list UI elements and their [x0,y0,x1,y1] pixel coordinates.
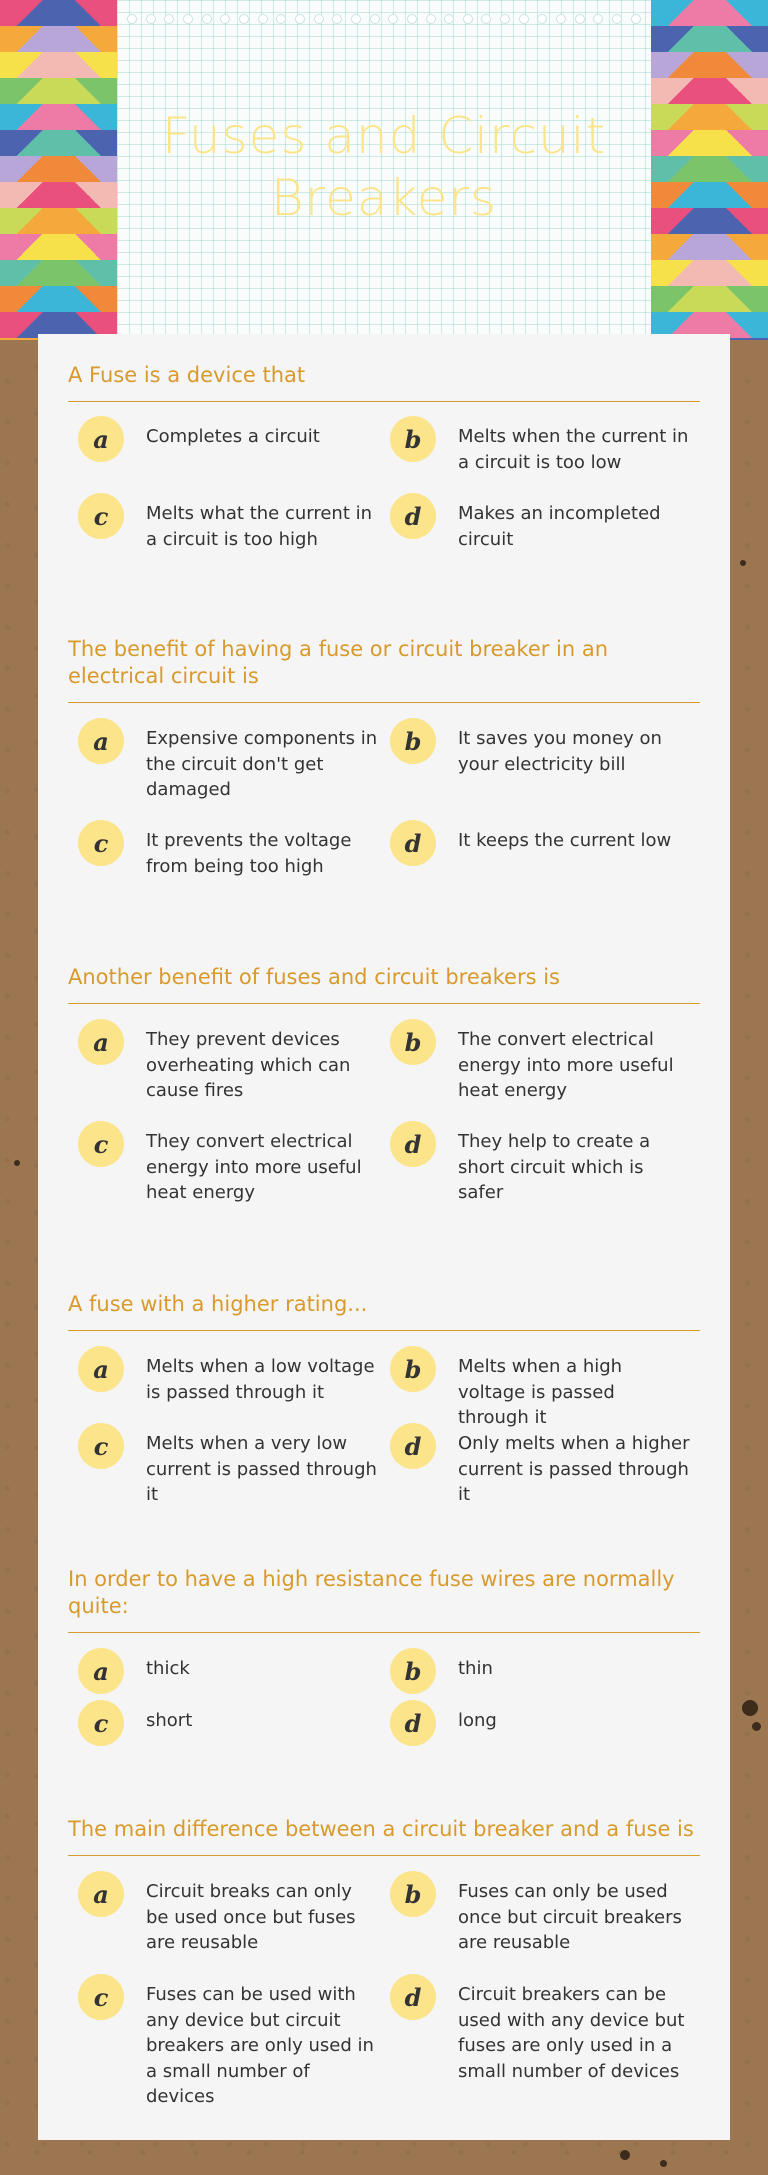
question-3 [68,964,700,1004]
option-letter-badge: a [78,1019,124,1065]
question-2 [68,636,700,703]
option-letter-badge: c [78,1423,124,1469]
option-d[interactable] [380,1121,690,1206]
option-text: short [146,1710,193,1731]
notebook-holes [127,14,641,26]
option-letter-badge: b [390,1871,436,1917]
option-text: Melts when the current in a circuit is too low [458,426,689,473]
option-text: thin [458,1658,493,1679]
option-letter-badge: d [390,1700,436,1746]
option-letter-badge: d [390,820,436,866]
option-c[interactable] [68,493,378,552]
question-4 [68,1291,700,1331]
option-text: long [458,1710,497,1731]
option-text: It prevents the voltage from being too high [146,830,352,877]
question-text: The main difference between a circuit breaker and a fuse is [68,1816,700,1856]
paint-spot [752,1722,761,1731]
option-letter-badge: d [390,1121,436,1167]
option-text: Melts what the current in a circuit is too high [146,503,373,550]
question-text: A fuse with a higher rating... [68,1291,700,1331]
option-b[interactable] [380,1648,690,1694]
option-letter-badge: d [390,493,436,539]
question-text: In order to have a high resistance fuse wires are normally quite: [68,1566,700,1633]
option-letter-badge: d [390,1423,436,1469]
option-text: Fuses can be used with any device but circuit breakers are only used in a small number of devices [146,1984,374,2107]
paint-spot [14,1160,20,1166]
option-a[interactable] [68,1871,378,1956]
option-text: Completes a circuit [146,426,320,447]
option-text: It saves you money on your electricity bill [458,728,662,775]
option-b[interactable] [380,416,690,475]
paint-spot [742,1700,758,1716]
option-text: They prevent devices overheating which can cause fires [146,1029,351,1101]
option-text: Melts when a low voltage is passed through it [146,1356,375,1403]
option-d[interactable] [380,1423,690,1508]
option-text: It keeps the current low [458,830,672,851]
option-text: The convert electrical energy into more useful heat energy [458,1029,674,1101]
quiz-card [38,334,730,2140]
option-letter-badge: b [390,1019,436,1065]
option-letter-badge: a [78,1871,124,1917]
option-letter-badge: b [390,1648,436,1694]
option-letter-badge: b [390,718,436,764]
option-letter-badge: a [78,1648,124,1694]
paint-spot [620,2150,630,2160]
option-letter-badge: c [78,820,124,866]
question-5 [68,1566,700,1633]
option-text: Melts when a very low current is passed through it [146,1433,377,1505]
option-d[interactable] [380,1974,690,2084]
left-chevron-pattern [0,0,117,340]
option-a[interactable] [68,1346,378,1405]
option-a[interactable] [68,416,378,462]
question-text: Another benefit of fuses and circuit breakers is [68,964,700,1004]
option-text: Only melts when a higher current is passed through it [458,1433,690,1505]
option-letter-badge: d [390,1974,436,2020]
option-letter-badge: c [78,1974,124,2020]
option-b[interactable] [380,1019,690,1104]
option-c[interactable] [68,820,378,879]
option-letter-badge: a [78,416,124,462]
question-6 [68,1816,700,1856]
page-title: Fuses and Circuit Breakers [161,107,607,227]
option-text: Circuit breaks can only be used once but fuses are reusable [146,1881,356,1953]
option-text: Fuses can only be used once but circuit breakers are reusable [458,1881,682,1953]
option-c[interactable] [68,1700,378,1746]
option-text: Circuit breakers can be used with any device but fuses are only used in a small number of devices [458,1984,685,2082]
option-letter-badge: c [78,1121,124,1167]
option-letter-badge: b [390,416,436,462]
option-d[interactable] [380,820,690,866]
option-letter-badge: a [78,1346,124,1392]
option-letter-badge: c [78,1700,124,1746]
option-text: They help to create a short circuit which is safer [458,1131,651,1203]
option-a[interactable] [68,1648,378,1694]
option-text: thick [146,1658,190,1679]
question-text: The benefit of having a fuse or circuit breaker in an electrical circuit is [68,636,700,703]
option-b[interactable] [380,718,690,777]
option-text: Melts when a high voltage is passed through it [458,1356,623,1428]
option-b[interactable] [380,1871,690,1956]
option-letter-badge: b [390,1346,436,1392]
option-d[interactable] [380,1700,690,1746]
option-letter-badge: c [78,493,124,539]
option-c[interactable] [68,1121,378,1206]
paint-spot [740,560,746,566]
option-text: Makes an incompleted circuit [458,503,661,550]
option-letter-badge: a [78,718,124,764]
option-d[interactable] [380,493,690,552]
header-banner [0,0,768,360]
question-1 [68,362,700,402]
question-text: A Fuse is a device that [68,362,700,402]
option-text: Expensive components in the circuit don't get damaged [146,728,378,800]
option-a[interactable] [68,718,378,803]
option-a[interactable] [68,1019,378,1104]
option-text: They convert electrical energy into more useful heat energy [146,1131,362,1203]
right-chevron-pattern [651,0,768,340]
option-c[interactable] [68,1423,378,1508]
paint-spot [660,2160,667,2167]
option-c[interactable] [68,1974,378,2110]
option-b[interactable] [380,1346,690,1431]
